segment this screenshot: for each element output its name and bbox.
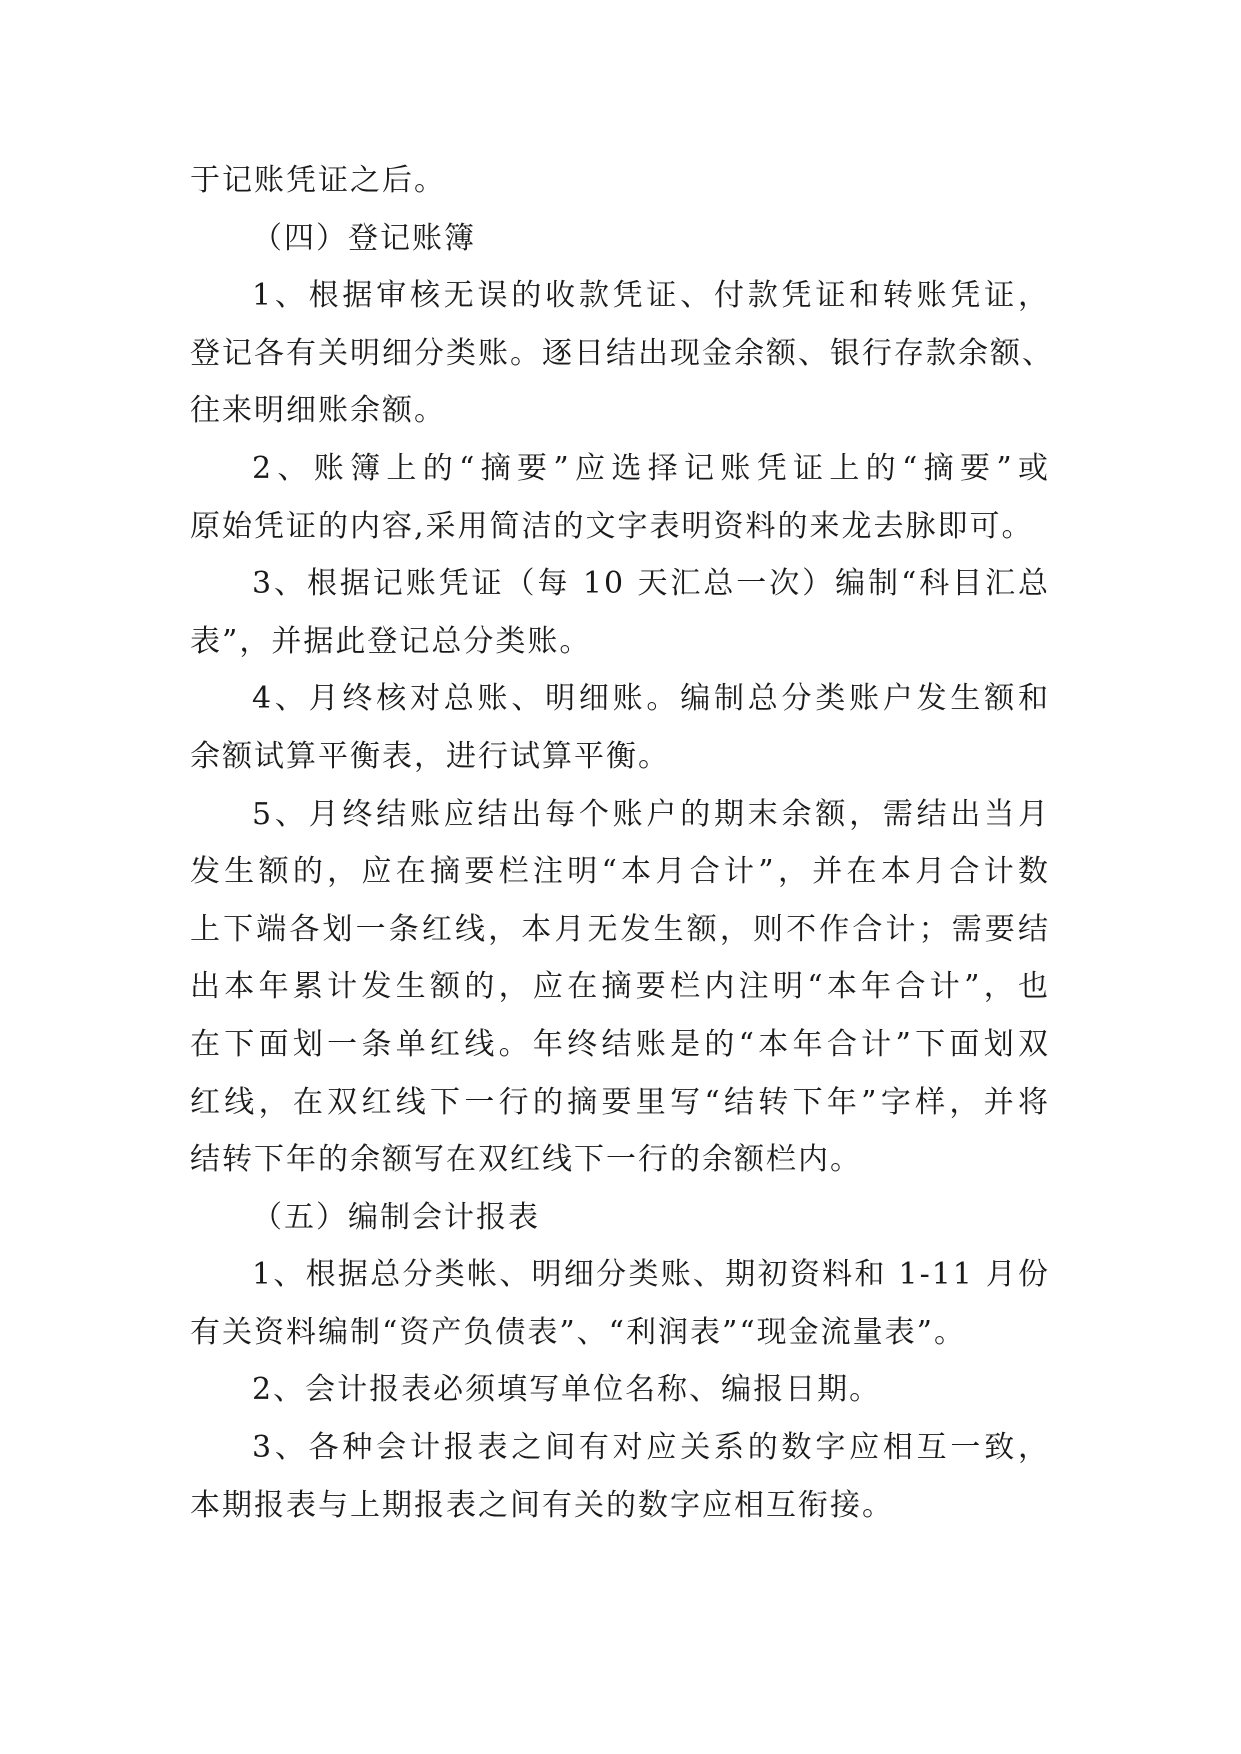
- body-paragraph: [190, 152, 1050, 210]
- text-line: 原始凭证的内容,采用简洁的文字表明资料的来龙去脉即可。: [190, 508, 1034, 544]
- text-line: 在下面划一条单红线。年终结账是的“本年合计”下面划双: [190, 1026, 1050, 1062]
- text-line: 表”，并据此登记总分类账。: [190, 623, 592, 659]
- text-line: 2、会计报表必须填写单位名称、编报日期。: [252, 1372, 882, 1408]
- list-item-paragraph: [190, 440, 1050, 555]
- text-line: 5、月终结账应结出每个账户的期末余额，需结出当月: [252, 796, 1050, 832]
- text-line: 结转下年的余额写在双红线下一行的余额栏内。: [190, 1142, 862, 1178]
- document-body: [190, 152, 1054, 1534]
- section-heading: [190, 1189, 1050, 1247]
- text-line: 出本年累计发生额的，应在摘要栏内注明“本年合计”，也: [190, 969, 1050, 1005]
- text-line: （四）登记账簿: [252, 220, 476, 256]
- text-line: 上下端各划一条红线，本月无发生额，则不作合计；需要结: [190, 911, 1050, 947]
- text-line: 有关资料编制“资产负债表”、“利润表”“现金流量表”。: [190, 1314, 967, 1350]
- text-line: 2、账簿上的“摘要”应选择记账凭证上的“摘要”或: [252, 450, 1050, 486]
- list-item-paragraph: [190, 670, 1050, 785]
- text-line: 1、根据审核无误的收款凭证、付款凭证和转账凭证，: [252, 278, 1050, 314]
- text-line: 发生额的，应在摘要栏注明“本月合计”，并在本月合计数: [190, 854, 1050, 890]
- text-line: 4、月终核对总账、明细账。编制总分类账户发生额和: [252, 681, 1050, 717]
- list-item-paragraph: [190, 1361, 1050, 1419]
- list-item-paragraph: [190, 1246, 1050, 1361]
- list-item-paragraph: [190, 786, 1050, 1189]
- section-heading: [190, 210, 1050, 268]
- list-item-paragraph: [190, 555, 1050, 670]
- text-line: （五）编制会计报表: [252, 1199, 540, 1235]
- text-line: 3、根据记账凭证（每 10 天汇总一次）编制“科目汇总: [252, 566, 1050, 602]
- text-line: 本期报表与上期报表之间有关的数字应相互衔接。: [190, 1487, 894, 1523]
- list-item-paragraph: [190, 267, 1054, 440]
- text-line: 余额试算平衡表，进行试算平衡。: [190, 738, 670, 774]
- text-line: 红线，在双红线下一行的摘要里写“结转下年”字样，并将: [190, 1084, 1050, 1120]
- text-line: 于记账凭证之后。: [190, 163, 446, 198]
- text-line: 1、根据总分类帐、明细分类账、期初资料和 1-11 月份: [252, 1257, 1050, 1293]
- list-item-paragraph: [190, 1419, 1050, 1534]
- text-line: 3、各种会计报表之间有对应关系的数字应相互一致，: [252, 1430, 1050, 1466]
- text-line: 登记各有关明细分类账。逐日结出现金余额、银行存款余额、: [190, 335, 1054, 371]
- text-line: 往来明细账余额。: [190, 393, 446, 429]
